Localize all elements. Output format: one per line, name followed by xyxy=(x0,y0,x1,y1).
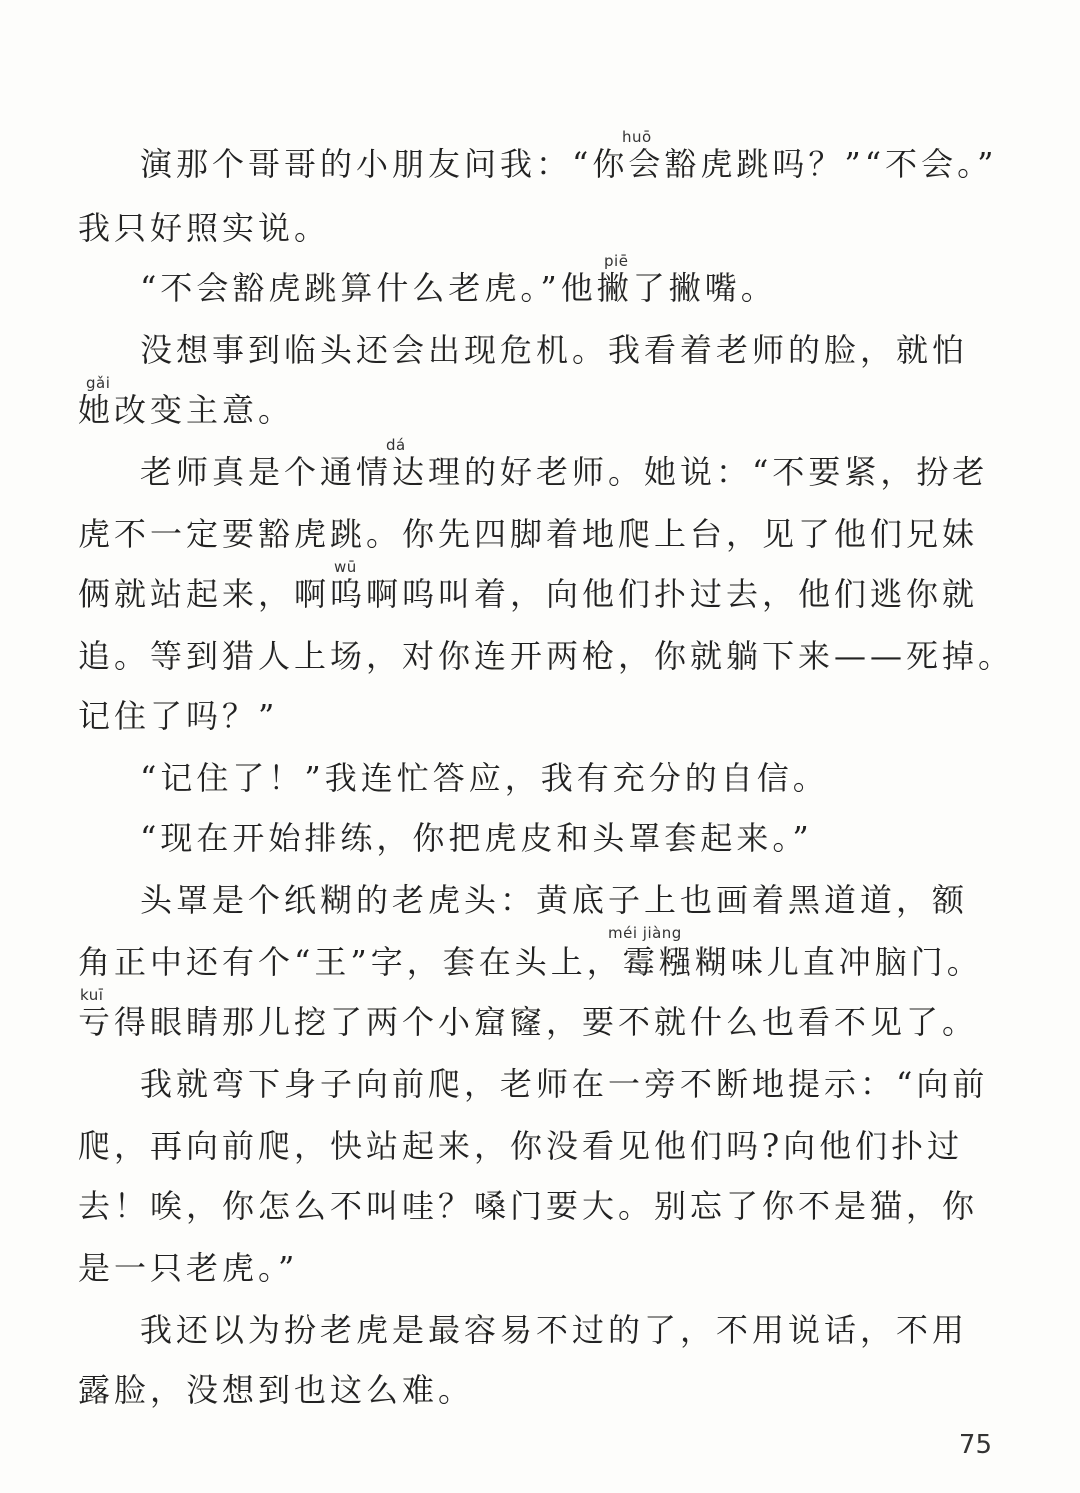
text-line: 我只好照实说。 xyxy=(78,209,331,247)
pinyin-annotation: huō xyxy=(622,128,652,146)
text-line: “不会豁虎跳算什么老虎。”他撇了撇嘴。 xyxy=(140,269,777,307)
text-line: 演那个哥哥的小朋友问我：“你会豁虎跳吗？”“不会。” xyxy=(140,145,998,183)
text-line: 虎不一定要豁虎跳。你先四脚着地爬上台，见了他们兄妹 xyxy=(78,515,979,553)
text-line: 爬，再向前爬，快站起来，你没看见他们吗?向他们扑过 xyxy=(78,1127,964,1165)
pinyin-annotation: dá xyxy=(386,436,406,454)
text-line: 亏得眼睛那儿挖了两个小窟窿，要不就什么也看不见了。 xyxy=(78,1003,979,1041)
pinyin-annotation: kuī xyxy=(80,986,104,1004)
pinyin-annotation: wū xyxy=(334,558,357,576)
text-line: “现在开始排练，你把虎皮和头罩套起来。” xyxy=(140,819,813,857)
text-line: 是一只老虎。” xyxy=(78,1249,299,1287)
text-line: 我还以为扮老虎是最容易不过的了，不用说话，不用 xyxy=(140,1311,969,1349)
text-line: 去！唉，你怎么不叫哇？嗓门要大。别忘了你不是猫，你 xyxy=(78,1187,979,1225)
text-line: 她改变主意。 xyxy=(78,391,295,429)
page-number: 75 xyxy=(958,1430,992,1460)
pinyin-annotation: gǎi xyxy=(86,374,111,392)
text-line: 角正中还有个“王”字，套在头上，霉糨糊味儿直冲脑门。 xyxy=(78,943,983,981)
text-line: “记住了！”我连忙答应，我有充分的自信。 xyxy=(140,759,829,797)
text-line: 追。等到猎人上场，对你连开两枪，你就躺下来——死掉。 xyxy=(78,637,1015,675)
text-line: 俩就站起来，啊呜啊呜叫着，向他们扑过去，他们逃你就 xyxy=(78,575,979,613)
text-line: 记住了吗？” xyxy=(78,697,279,735)
text-line: 露脸，没想到也这么难。 xyxy=(78,1371,475,1409)
pinyin-annotation: méi jiàng xyxy=(608,924,682,942)
pinyin-annotation: piē xyxy=(604,252,629,270)
text-line: 老师真是个通情达理的好老师。她说：“不要紧，扮老 xyxy=(140,453,989,491)
text-line: 头罩是个纸糊的老虎头：黄底子上也画着黑道道，额 xyxy=(140,881,969,919)
text-line: 我就弯下身子向前爬，老师在一旁不断地提示：“向前 xyxy=(140,1065,989,1103)
text-line: 没想事到临头还会出现危机。我看着老师的脸，就怕 xyxy=(140,331,969,369)
